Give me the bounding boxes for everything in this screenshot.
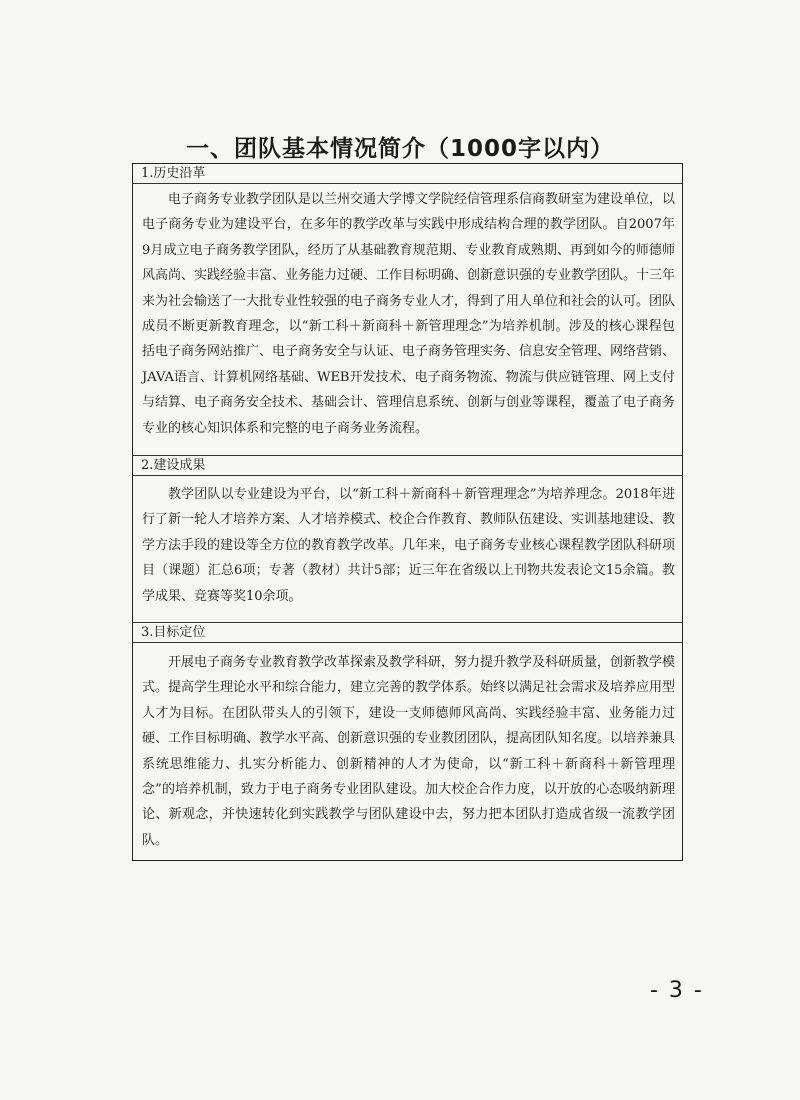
section-heading-goals: 3.目标定位 <box>133 622 682 643</box>
section-body-goals: 开展电子商务专业教育教学改革探索及教学科研，努力提升教学及科研质量，创新教学模式。提高学生理论水平和综合能力，建立完善的教学体系。始终以满足社会需求及培养应用型人才为目标。在团队带头人的引领下，建设一支师德师风高尚、实践经验丰富、业务能力过硬、工作目标明确、教学水平高、创新意识强的专业教团团队，提高团队知名度。以培养兼具系统思维能力、扎实分析能力、创新精神的人才为使命，以“新工科＋新商科＋新管理理念”的培养机制，致力于电子商务专业团队建设。加大校企合作力度，以开放的心态吸纳新理论、新观念，并快速转化到实践教学与团队建设中去，努力把本团队打造成省级一流教学团队。 <box>142 655 676 848</box>
section-heading-results: 2.建设成果 <box>133 455 682 476</box>
page-number: - 3 - <box>650 978 704 1003</box>
page-title: 一、团队基本情况简介（1000字以内） <box>185 136 614 162</box>
section-body-history: 电子商务专业教学团队是以兰州交通大学博文学院经信管理系信商教研室为建设单位，以电子商务专业为建设平台，在多年的教学改革与实践中形成结构合理的教学团队。自2007年9月成立电子商务教学团队，经历了从基础教育规范期、专业教育成熟期、再到如今的师德师风高尚、实践经验丰富、业务能力过硬、工作目标明确、创新意识强的专业教学团队。十三年来为社会输送了一大批专业性较强的电子商务专业人才，得到了用人单位和社会的认可。团队成员不断更新教育理念，以“新工科＋新商科＋新管理理念”为培养机制。涉及的核心课程包括电子商务网站推广、电子商务安全与认证、电子商务管理实务、信息安全管理、网络营销、JAVA语言、计算机网络基础、WEB开发技术、电子商务物流、物流与供应链管理、网上支付与结算、电子商务安全技术、基础会计、管理信息系统、创新与创业等课程，覆盖了电子商务专业的核心知识体系和完整的电子商务业务流程。 <box>142 192 676 436</box>
section-body-results: 教学团队以专业建设为平台，以“新工科＋新商科＋新管理理念”为培养理念。2018年进行了新一轮人才培养方案、人才培养模式、校企合作教育、教师队伍建设、实训基地建设、教学方法手段的建设等全方位的教育教学改革。几年来，电子商务专业核心课程教学团队科研项目（课题）汇总6项；专著（教材）共计5部；近三年在省级以上刊物共发表论文15余篇。教学成果、竞赛等奖10余项。 <box>142 487 676 604</box>
content-box <box>132 163 683 861</box>
section-heading-history: 1.历史沿革 <box>133 164 682 184</box>
